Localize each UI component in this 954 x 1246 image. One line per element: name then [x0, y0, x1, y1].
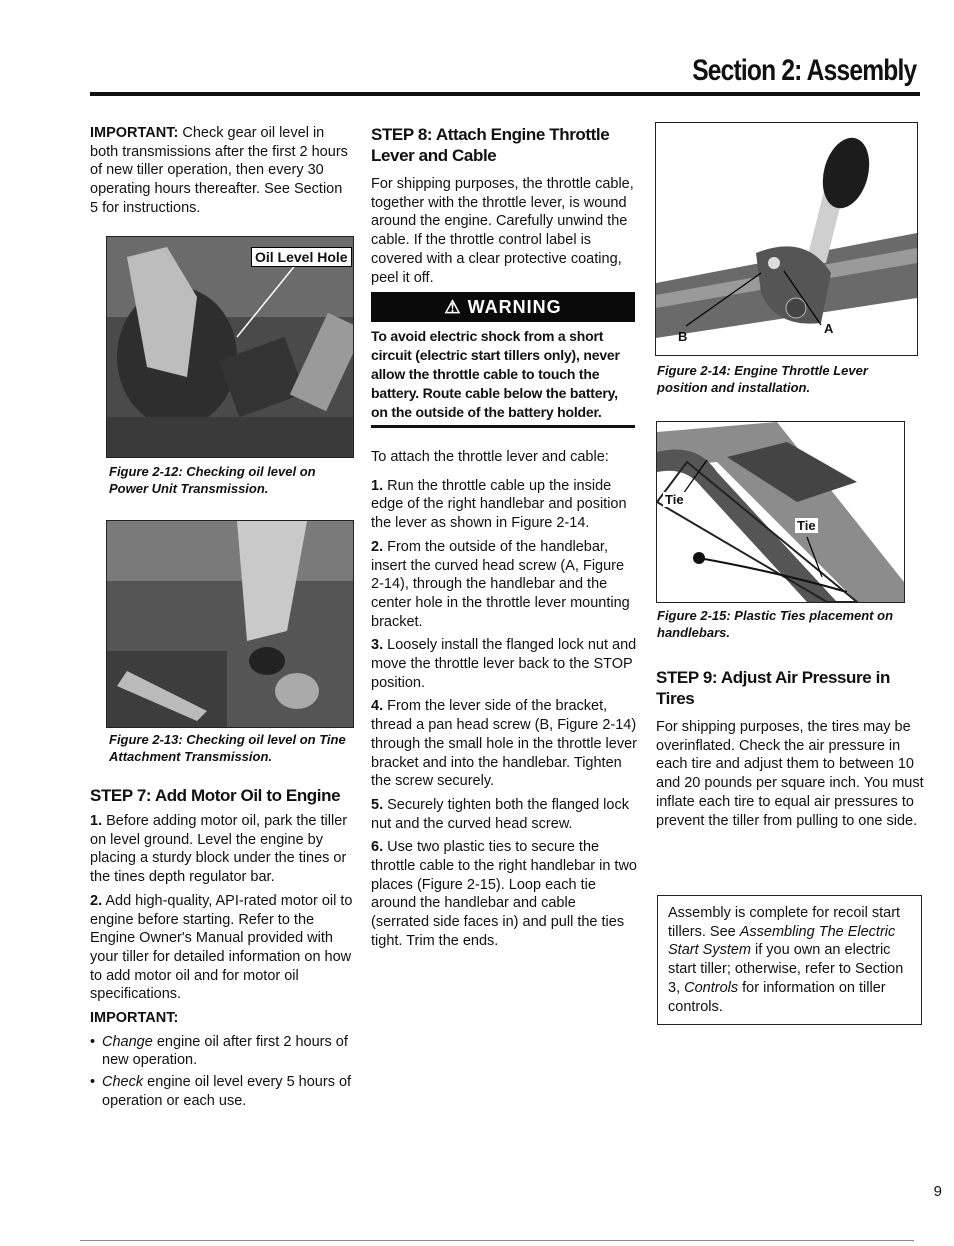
bullet-change-text: engine oil after first 2 hours of new operation.	[102, 1033, 348, 1069]
step8-item-4	[371, 697, 637, 791]
figure-2-13-caption: Figure 2-13: Checking oil level on Tine Attachment Transmission.	[109, 732, 346, 764]
step7-body	[90, 812, 356, 1114]
tie-label-1: Tie	[665, 492, 684, 507]
tie-label-2: Tie	[797, 518, 816, 533]
bullet-change	[90, 1033, 356, 1070]
throttle-lever-graphic	[656, 123, 917, 355]
warning-label: WARNING	[467, 297, 562, 317]
step8-item-6-text: Use two plastic ties to secure the throttle cable to the right handlebar in two places (Figure 2-15). Loop each tie around the handlebar and cable (serrated side faces in) and pull the ties tight. Trim the ends.	[371, 839, 637, 949]
oil-level-hole-callout: Oil Level Hole	[251, 247, 352, 267]
figure-2-14-photo	[655, 122, 918, 356]
bullet-check-text: engine oil level every 5 hours of operation or each use.	[102, 1074, 352, 1109]
step8-item-5	[371, 796, 637, 833]
page-number: 9	[933, 1183, 942, 1200]
step8-item-1	[371, 477, 637, 533]
figure-2-12-caption: Figure 2-12: Checking oil level on Power Unit Transmission.	[109, 464, 316, 496]
box-em-2: Controls	[684, 979, 739, 996]
step8-item-2-text: From the outside of the handlebar, insert the curved head screw (A, Figure 2-14), through the handlebar and the center hole in the throttle lever mounting bracket.	[371, 538, 630, 630]
attach-intro: To attach the throttle lever and cable:	[371, 449, 609, 465]
box-text-2: if you own an electric start tiller; otherwise, refer to Section 3,	[668, 942, 904, 996]
box-em-1: Assembling The Electric Start System	[668, 923, 896, 959]
bullet-change-em: Change	[102, 1033, 153, 1050]
important2-label: IMPORTANT:	[90, 1010, 179, 1027]
step8-item-5-number: 5.	[371, 796, 384, 813]
step8-item-6-number: 6.	[371, 839, 384, 856]
step7-item-1-number: 1.	[90, 813, 103, 829]
tine-transmission-photo-graphic	[107, 521, 353, 727]
step7-item-2-text: Add high-quality, API-rated motor oil to engine before starting. Refer to the Engine Owner's Manual provided with your tiller for detailed information on how to add motor oil and for motor oil specifications.	[90, 892, 353, 1003]
warning-triangle-icon: ⚠	[444, 297, 462, 317]
page-title: Section 2: Assembly	[691, 54, 916, 87]
warning-banner	[371, 292, 635, 322]
warning-rule	[371, 425, 635, 428]
figure-2-15-photo	[656, 421, 905, 603]
step8-item-6	[371, 838, 637, 950]
oil-check-photo-graphic	[107, 237, 353, 457]
header-rule	[90, 92, 920, 96]
step8-intro: For shipping purposes, the throttle cable, together with the throttle lever, is wound around the engine. Carefully unwind the cable. If the throttle control label is covered with a clear protective coating, peel it off.	[371, 176, 634, 286]
step9-heading: STEP 9: Adjust Air Pressure in Tires	[656, 668, 890, 708]
step7-item-2-number: 2.	[90, 892, 103, 909]
step8-item-3-text: Loosely install the flanged lock nut and move the throttle lever back to the STOP position.	[371, 637, 637, 691]
label-b: B	[678, 329, 688, 344]
step7-item-1	[90, 812, 356, 887]
step8-item-4-text: From the lever side of the bracket, thread a pan head screw (B, Figure 2-14) through the small hole in the throttle lever bracket and into the handlebar. Tighten the screw securely.	[371, 698, 637, 790]
figure-2-14-caption: Figure 2-14: Engine Throttle Lever position and installation.	[657, 363, 868, 395]
step7-heading: STEP 7: Add Motor Oil to Engine	[90, 786, 341, 805]
left-column	[90, 124, 354, 223]
step8-item-2-number: 2.	[371, 538, 384, 555]
box-text-1: Assembly is complete for recoil start tillers. See	[668, 905, 901, 940]
figure-2-13-photo	[106, 520, 354, 728]
warning-text: To avoid electric shock from a short circuit (electric start tillers only), never allow the throttle cable to touch the battery. Route cable below the battery, on the outside of the battery holder.	[371, 328, 620, 420]
figure-2-15-caption: Figure 2-15: Plastic Ties placement on handlebars.	[657, 608, 894, 640]
important-label: IMPORTANT:	[90, 125, 179, 141]
bullet-check-em: Check	[102, 1074, 144, 1091]
step7-item-1-text: Before adding motor oil, park the tiller on level ground. Level the engine by placing a sturdy block under the tines or the tines depth regulator bar.	[90, 813, 348, 886]
step8-steps	[371, 448, 637, 956]
footer-rule	[80, 1240, 914, 1241]
step9-text: For shipping purposes, the tires may be overinflated. Check the air pressure in each tire and adjust them to between 10 and 20 pounds per square inch. You must inflate each tire to equal air pressures to prevent the tiller from pulling to one side.	[656, 719, 924, 829]
handlebar-ties-graphic	[657, 422, 904, 602]
assembly-complete-box	[657, 895, 922, 1025]
important-bullets	[90, 1033, 356, 1111]
step8-item-3	[371, 636, 637, 692]
step8-item-2	[371, 538, 637, 632]
step7-item-2	[90, 892, 356, 1004]
box-text-3: for information on tiller controls.	[668, 979, 886, 1015]
figure-2-12-photo	[106, 236, 354, 458]
step8-item-1-number: 1.	[371, 477, 384, 494]
bullet-check	[90, 1073, 356, 1110]
label-a: A	[824, 321, 834, 336]
important-text: Check gear oil level in both transmissions after the first 2 hours of new tiller operation, then every 30 operating hours thereafter. See Section 5 for instructions.	[90, 125, 348, 216]
step8-heading: STEP 8: Attach Engine Throttle Lever and Cable	[371, 125, 610, 165]
step8-item-4-number: 4.	[371, 698, 384, 715]
step8-item-3-number: 3.	[371, 637, 384, 654]
step8-item-5-text: Securely tighten both the flanged lock nut and the curved head screw.	[371, 796, 629, 832]
important-note	[90, 124, 354, 218]
step8-item-1-text: Run the throttle cable up the inside edge of the right handlebar and position the lever as shown in Figure 2-14.	[371, 477, 627, 532]
